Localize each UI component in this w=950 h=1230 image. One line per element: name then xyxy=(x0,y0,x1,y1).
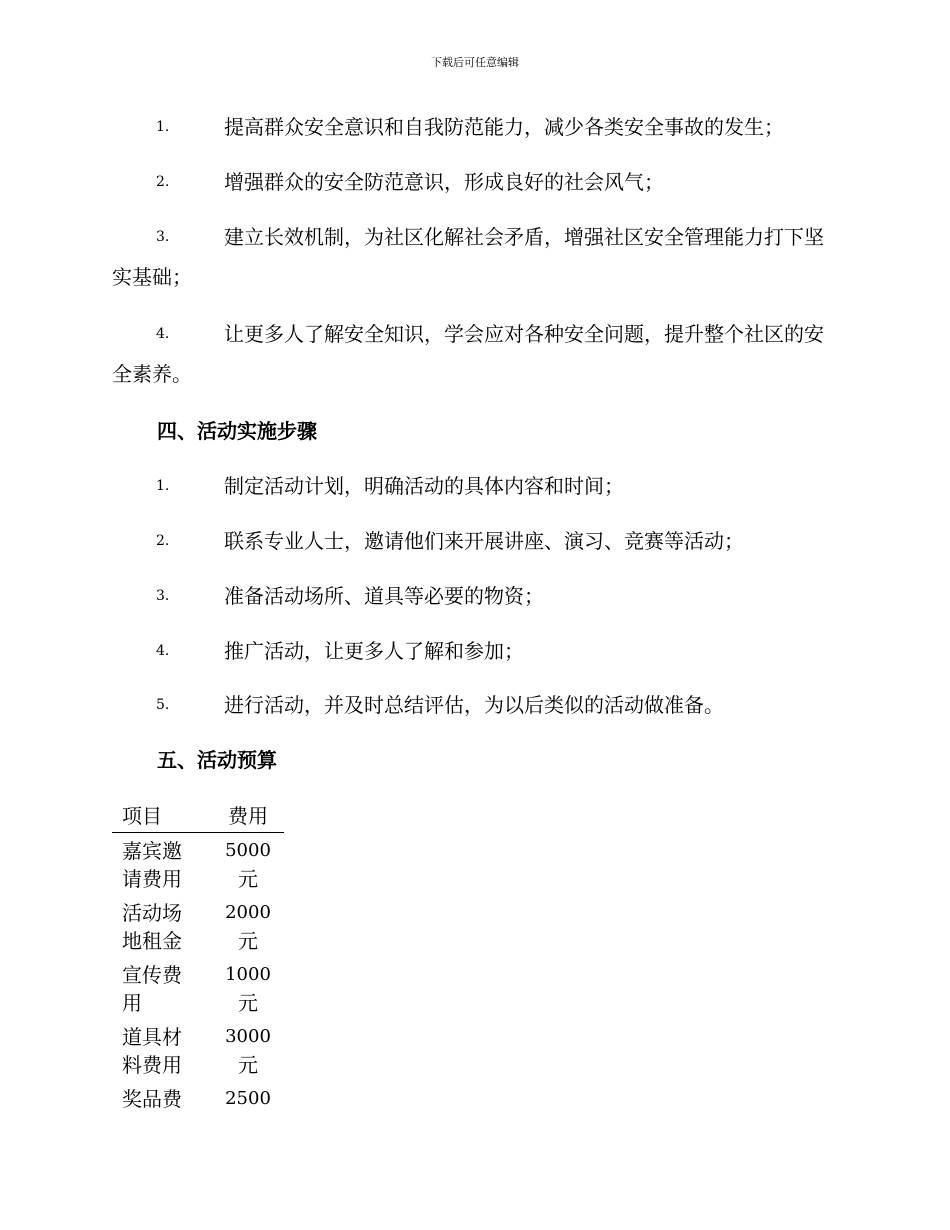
item-cell xyxy=(112,899,212,955)
amount: 2500 xyxy=(225,1088,271,1109)
cost-cell xyxy=(212,961,284,1017)
item-line: 宣传费 xyxy=(122,963,182,987)
table-header-row xyxy=(112,800,284,833)
amount: 2000 xyxy=(225,902,271,923)
list-text: 准备活动场所、道具等必要的物资； xyxy=(224,584,544,608)
amount: 3000 xyxy=(225,1026,271,1047)
section-heading: 四、活动实施步骤 xyxy=(157,419,317,443)
item-cell xyxy=(112,961,212,1017)
cost-cell xyxy=(212,1085,284,1113)
amount: 5000 xyxy=(225,840,271,861)
list-number: 2. xyxy=(156,533,170,549)
list-item xyxy=(112,314,834,394)
list-item xyxy=(112,521,834,561)
list-text: 联系专业人士，邀请他们来开展讲座、演习、竞赛等活动； xyxy=(224,529,744,553)
item-line: 请费用 xyxy=(122,867,182,891)
list-text: 提高群众安全意识和自我防范能力，减少各类安全事故的发生； xyxy=(224,115,784,139)
unit: 元 xyxy=(238,929,258,953)
list-number: 1. xyxy=(156,478,170,494)
list-text: 进行活动，并及时总结评估，为以后类似的活动做准备。 xyxy=(224,693,724,717)
unit: 元 xyxy=(238,991,258,1015)
item-cell xyxy=(112,837,212,893)
item-line: 道具材 xyxy=(122,1025,182,1049)
amount: 1000 xyxy=(225,964,271,985)
item-line: 用 xyxy=(122,991,142,1015)
item-cell xyxy=(112,1023,212,1079)
unit: 元 xyxy=(238,1053,258,1077)
table-row xyxy=(112,1085,284,1113)
section-heading: 五、活动预算 xyxy=(157,748,277,772)
cost-cell xyxy=(212,899,284,955)
list-number: 4. xyxy=(156,326,170,342)
list-number: 3. xyxy=(156,588,170,604)
item-line: 嘉宾邀 xyxy=(122,839,182,863)
table-row xyxy=(112,899,284,955)
column-header-item: 项目 xyxy=(122,804,162,828)
table-row xyxy=(112,961,284,1017)
list-text: 推广活动，让更多人了解和参加； xyxy=(224,639,524,663)
list-number: 5. xyxy=(156,697,170,713)
list-number: 3. xyxy=(156,229,170,245)
list-item xyxy=(112,217,834,297)
budget-table xyxy=(112,800,284,1119)
list-item xyxy=(112,631,834,671)
column-header-cost: 费用 xyxy=(228,804,268,828)
cost-cell xyxy=(212,837,284,893)
list-text: 制定活动计划，明确活动的具体内容和时间； xyxy=(224,474,624,498)
list-text: 建立长效机制，为社区化解社会矛盾，增强社区安全管理能力打下坚实基础； xyxy=(112,225,824,289)
table-row xyxy=(112,1023,284,1079)
cost-cell xyxy=(212,1023,284,1079)
page-header: 下载后可任意编辑 xyxy=(431,56,519,69)
unit: 元 xyxy=(238,867,258,891)
list-item xyxy=(112,107,834,147)
list-item xyxy=(112,685,834,725)
item-line: 料费用 xyxy=(122,1053,182,1077)
list-text: 增强群众的安全防范意识，形成良好的社会风气； xyxy=(224,170,664,194)
item-line: 活动场 xyxy=(122,901,182,925)
list-item xyxy=(112,162,834,202)
item-line: 地租金 xyxy=(122,929,182,953)
list-number: 4. xyxy=(156,643,170,659)
list-text: 让更多人了解安全知识，学会应对各种安全问题，提升整个社区的安全素养。 xyxy=(112,322,824,386)
item-cell xyxy=(112,1085,212,1113)
item-line: 奖品费 xyxy=(122,1087,182,1111)
list-number: 2. xyxy=(156,174,170,190)
list-item xyxy=(112,576,834,616)
list-number: 1. xyxy=(156,119,170,135)
list-item xyxy=(112,466,834,506)
table-row xyxy=(112,837,284,893)
